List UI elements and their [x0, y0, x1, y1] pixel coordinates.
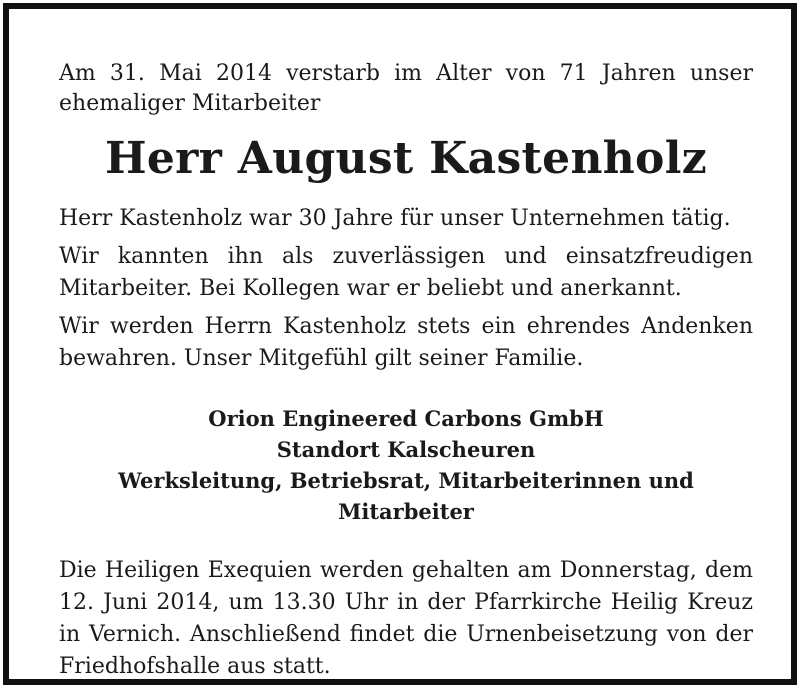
company-location: Standort Kalscheuren [276, 437, 536, 462]
deceased-name: Herr August Kastenholz [104, 133, 708, 184]
notice-border [3, 3, 797, 685]
company-signature [59, 403, 753, 527]
intro-text: Am 31. Mai 2014 verstarb im Alter von 71 Jahren unser ehemaliger Mitarbeiter [59, 61, 753, 116]
paragraph-tenure: Herr Kastenholz war 30 Jahre für unser Unternehmen tätig. [59, 206, 731, 231]
obituary-notice [59, 59, 753, 683]
company-name: Orion Engineered Carbons GmbH [208, 406, 604, 431]
paragraph-condolence: Wir werden Herrn Kastenholz stets ein ehrendes Andenken bewahren. Unser Mitgefühl gilt seiner Familie. [59, 314, 753, 371]
paragraph-character: Wir kannten ihn als zuverlässigen und einsatzfreudigen Mitarbeiter. Bei Kollegen war er beliebt und anerkannt. [59, 244, 753, 301]
funeral-info: Die Heiligen Exequien werden gehalten am Donnerstag, dem 12. Juni 2014, um 13.30 Uhr in der Pfarrkirche Heilig Kreuz in Vernich. Anschließend findet die Urnenbeisetzung von der Friedhofshalle aus statt. [59, 558, 753, 679]
company-signatories: Werksleitung, Betriebsrat, Mitarbeiterinnen und Mitarbeiter [118, 468, 694, 524]
